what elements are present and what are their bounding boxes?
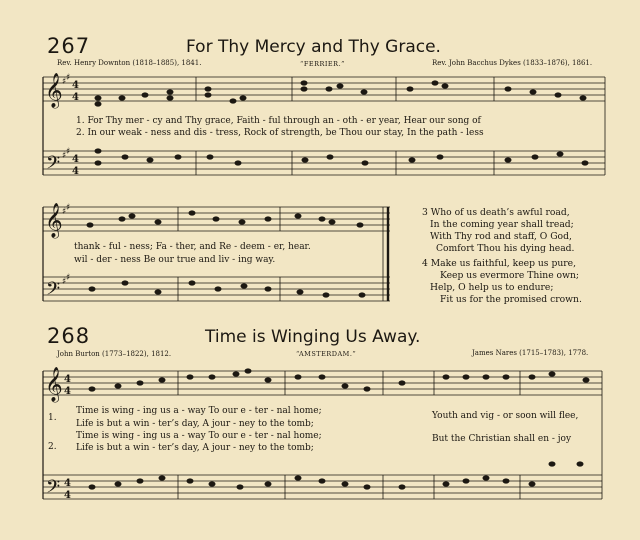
verse-number: 2. <box>48 442 57 452</box>
lyric-line: wil - der - ness Be our true and liv - ing way. <box>74 255 276 265</box>
sharp-icon: ♯ <box>62 207 67 217</box>
lyric-line: Life is but a win - ter’s day, A jour - ney to the tomb; <box>76 419 314 429</box>
lyric-line: thank - ful - ness; Fa - ther, and Re - deem - er, hear. <box>74 242 311 252</box>
sharp-icon: ♯ <box>66 147 71 157</box>
tune-name: “AMSTERDAM.” <box>296 350 357 358</box>
sharp-icon: ♯ <box>66 203 71 213</box>
sharp-icon: ♯ <box>62 77 67 87</box>
svg-text:4: 4 <box>72 80 79 91</box>
svg-text:4: 4 <box>72 92 79 103</box>
stanza-4: 4 Make us faithful, keep us pure, Keep us evermore Thine own; Help, O help us to endure; Fit us for the promised crown. <box>422 258 582 305</box>
lyric-line: Time is wing - ing us a - way To our e - ter - nal home; <box>76 431 322 441</box>
music-credit: James Nares (1715–1783), 1778. <box>472 349 589 357</box>
lyric-line: Life is but a win - ter’s day, A jour - ney to the tomb; <box>76 443 314 453</box>
sharp-icon: ♯ <box>62 151 67 161</box>
lyric-line: Time is wing - ing us a - way To our e - ter - nal home; <box>76 406 322 416</box>
words-credit: John Burton (1773–1822), 1812. <box>57 350 172 358</box>
bass-clef-icon: 𝄢 <box>46 153 61 178</box>
treble-clef-icon: 𝄞 <box>45 367 63 402</box>
bass-clef-icon: 𝄢 <box>46 279 61 304</box>
tune-name: “FERRIER.” <box>300 60 345 68</box>
words-credit: Rev. Henry Downton (1818–1885), 1841. <box>57 59 202 67</box>
refrain-line: Youth and vig - or soon will flee, <box>432 411 579 421</box>
hymn-title: For Thy Mercy and Thy Grace. <box>186 37 441 57</box>
lyric-line: 2. In our weak - ness and dis - tress, Rock of strength, be Thou our stay, In the path - less <box>76 128 484 138</box>
music-credit: Rev. John Bacchus Dykes (1833–1876), 1861. <box>432 59 593 67</box>
staff-267-system1-treble <box>43 77 605 101</box>
stanza-3: 3 Who of us death’s awful road, In the coming year shall tread; With Thy rod and staff, O God, Comfort Thou his dying head. <box>422 207 575 254</box>
refrain-line: But the Christian shall en - joy <box>432 434 572 444</box>
hymn-number: 268 <box>47 324 91 348</box>
svg-text:4: 4 <box>72 154 79 165</box>
lyric-line: 1. For Thy mer - cy and Thy grace, Faith - ful through an - oth - er year, Hear our song of <box>76 116 481 126</box>
svg-text:4: 4 <box>64 490 71 501</box>
sharp-icon: ♯ <box>66 273 71 283</box>
hymn-number: 267 <box>47 34 91 58</box>
verse-number: 1. <box>48 413 57 423</box>
staff-267-system1-bass <box>43 151 605 175</box>
sharp-icon: ♯ <box>66 73 71 83</box>
svg-text:4: 4 <box>72 166 79 177</box>
treble-clef-icon: 𝄞 <box>45 73 63 108</box>
hymn-title: Time is Winging Us Away. <box>205 327 421 347</box>
svg-text:4: 4 <box>64 386 71 397</box>
svg-text:4: 4 <box>64 374 71 385</box>
bass-clef-icon: 𝄢 <box>46 477 61 502</box>
svg-text:4: 4 <box>64 478 71 489</box>
treble-clef-icon: 𝄞 <box>45 203 63 238</box>
sharp-icon: ♯ <box>62 277 67 287</box>
